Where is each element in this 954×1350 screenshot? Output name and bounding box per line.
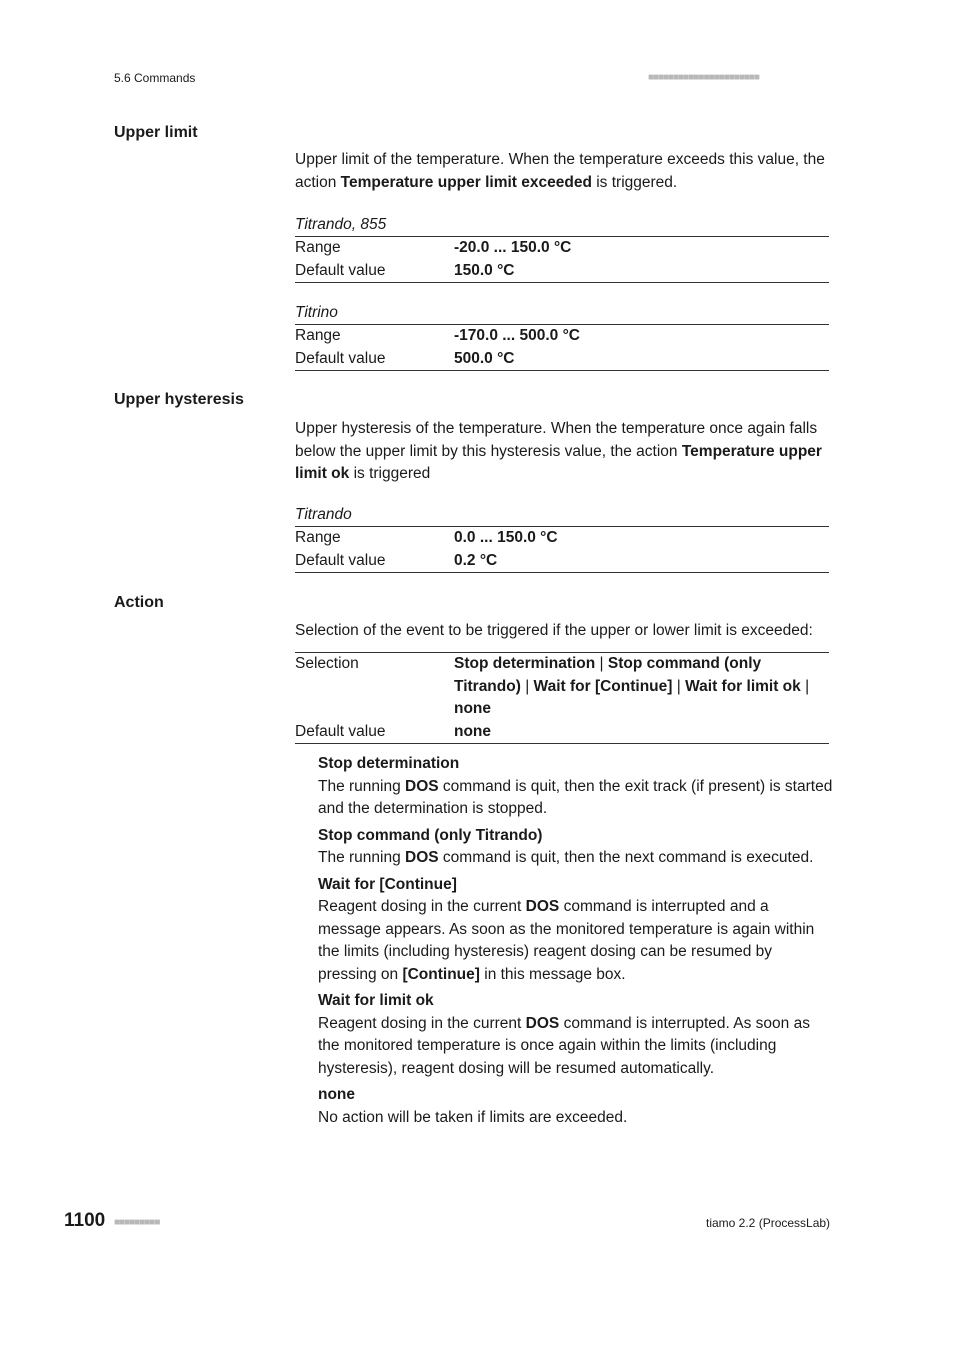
table-row: Range -170.0 ... 500.0 °C <box>295 327 580 344</box>
table-row: Default value 0.2 °C <box>295 551 498 569</box>
section-title-upper-limit: Upper limit <box>114 124 198 141</box>
upper-limit-description: Upper limit of the temperature. When the temperature exceeds this value, the action Temperature upper limit exceeded is triggered. <box>295 151 825 191</box>
option-stop-determination: Stop determination The running DOS command is quit, then the exit track (if present) is started and the determination is stopped. <box>318 755 833 817</box>
action-table <box>295 652 829 744</box>
table-row: Default value none <box>295 722 492 740</box>
product-name: tiamo 2.2 (ProcessLab) <box>706 1216 831 1230</box>
action-description: Selection of the event to be triggered if the upper or lower limit is exceeded: <box>295 622 813 639</box>
device-label: Titrando <box>295 506 352 523</box>
device-label: Titrino <box>295 304 338 321</box>
selection-options: Stop determination | Stop command (only Titrando) | Wait for [Continue] | Wait for limit ok | none <box>454 655 810 717</box>
table-row: Default value 150.0 °C <box>295 261 515 279</box>
footer-decoration: ■■■■■■■■■ <box>114 1217 160 1228</box>
device-label: Titrando, 855 <box>295 216 387 233</box>
section-title-action: Action <box>114 594 164 611</box>
upper-limit-table-titrando <box>295 214 829 283</box>
running-header: 5.6 Commands <box>114 71 196 85</box>
table-row: Default value 500.0 °C <box>295 349 515 367</box>
option-stop-command: Stop command (only Titrando) The running DOS command is quit, then the next command is executed. <box>318 826 814 866</box>
upper-hysteresis-table <box>295 504 829 573</box>
header-decoration: ■■■■■■■■■■■■■■■■■■■■■■ <box>648 72 759 83</box>
option-none: none No action will be taken if limits are exceeded. <box>318 1086 628 1126</box>
action-option-list <box>318 753 833 1133</box>
upper-hysteresis-description: Upper hysteresis of the temperature. When the temperature once again falls below the upper limit by this hysteresis value, the action Temperature upper limit ok is triggered <box>295 420 822 482</box>
page-number: 1100 <box>64 1210 106 1231</box>
table-row: Range -20.0 ... 150.0 °C <box>295 239 572 256</box>
option-wait-for-continue: Wait for [Continue] Reagent dosing in the current DOS command is interrupted and a message appears. As soon as the monitored temperature is again within the limits (including hysteresis) reagent dosing can be resumed by pressing on [Continue] in this message box. <box>318 875 815 983</box>
option-wait-for-limit-ok: Wait for limit ok Reagent dosing in the current DOS command is interrupted. As soon as the monitored temperature is once again within the limits (including hysteresis), reagent dosing will be resumed automatically. <box>318 992 810 1077</box>
section-title-upper-hysteresis: Upper hysteresis <box>114 391 244 408</box>
upper-limit-table-titrino <box>295 302 829 371</box>
table-row: Selection Stop determination | Stop command (only Titrando) | Wait for [Continue] | Wait for limit ok | none <box>295 653 829 721</box>
table-row: Range 0.0 ... 150.0 °C <box>295 529 558 546</box>
